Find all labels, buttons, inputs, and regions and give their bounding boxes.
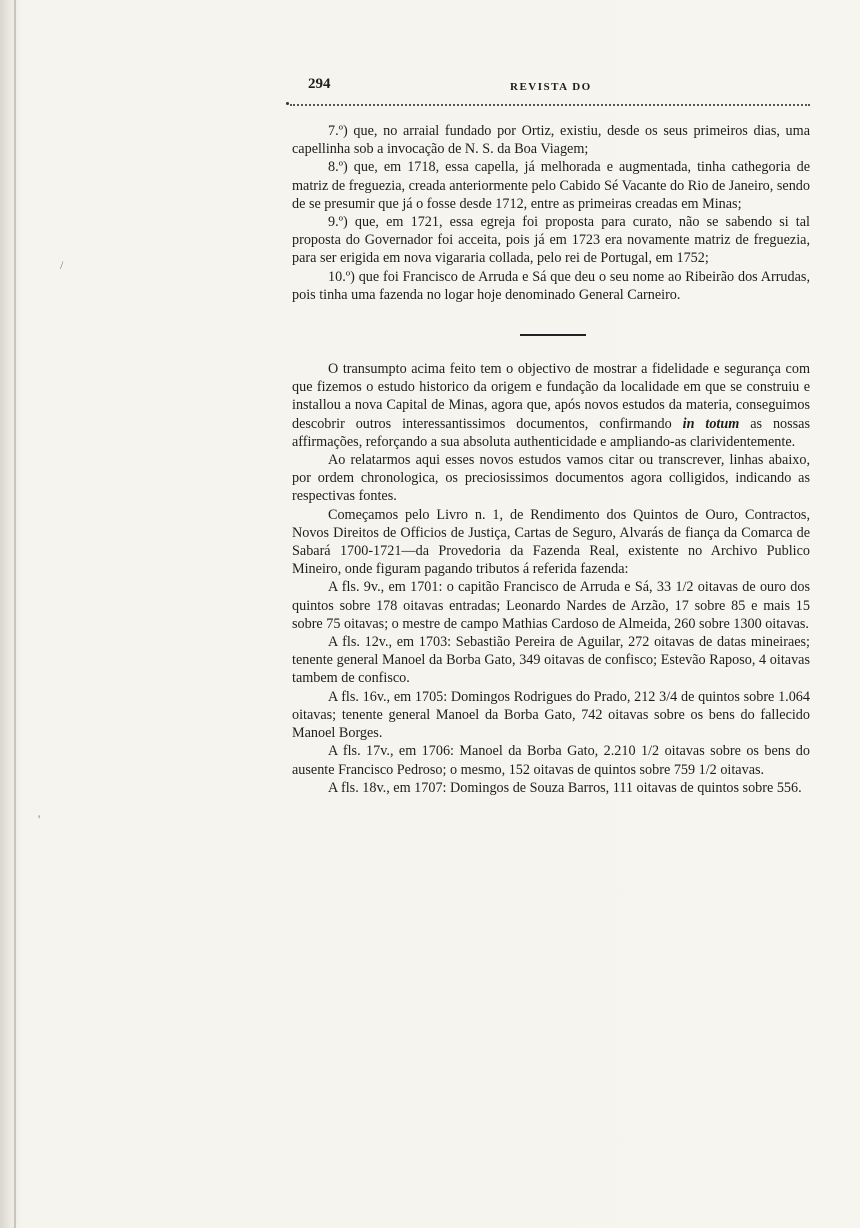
list-item: 9.º) que, em 1721, essa egreja foi proposta para curato, não se sabendo si tal proposta do Governador foi acceita, pois já em 1723 era novamente matriz de freguezia, para ser erigida em nova vigararia collada, pelo rei de Portugal, em 1752; [292, 214, 810, 267]
paragraph: A fls. 9v., em 1701: o capitão Francisco de Arruda e Sá, 33 1/2 oitavas de ouro dos quintos sobre 178 oitavas entradas; Leonardo Nardes de Arzão, 17 sobre 85 e mais 15 sobre 75 oitavas; o mestre de campo Mathias Cardoso de Almeida, 260 sobre 1300 oitavas. [292, 579, 810, 632]
paragraph: A fls. 12v., em 1703: Sebastião Pereira de Aguilar, 272 oitavas de datas mineiraes; tenente general Manoel da Borba Gato, 349 oitavas de confisco; Estevão Raposo, 4 oitavas tambem de confisco. [292, 634, 810, 687]
paragraph: A fls. 16v., em 1705: Domingos Rodrigues do Prado, 212 3/4 de quintos sobre 1.064 oitavas; tenente general Manoel da Borba Gato, 742 oitavas sobre os bens do fallecido Manoel Borges. [292, 688, 810, 742]
list-item: 7.º) que, no arraial fundado por Ortiz, existiu, desde os seus primeiros dias, uma capellinha sob a invocação de N. S. da Boa Viagem; [292, 123, 810, 158]
list-item: 10.º) que foi Francisco de Arruda e Sá que deu o seu nome ao Ribeirão dos Arrudas, pois tinha uma fazenda no logar hoje denominado General Carneiro. [292, 268, 810, 303]
section-separator [520, 334, 586, 336]
header-rule [290, 104, 810, 106]
margin-mark: / [60, 258, 64, 272]
paragraph: Ao relatarmos aqui esses novos estudos vamos citar ou transcrever, linhas abaixo, por ordem chronologica, os preciosissimos documentos agora colligidos, indicando as respectivas fontes. [292, 452, 810, 505]
paragraph: A fls. 18v., em 1707: Domingos de Souza Barros, 111 oitavas de quintos sobre 556. [328, 779, 802, 796]
binding-edge [14, 0, 16, 1228]
header-rule-dot [286, 102, 289, 105]
page-number: 294 [308, 76, 331, 92]
page-header [300, 76, 810, 100]
paragraph: Começamos pelo Livro n. 1, de Rendimento dos Quintos de Ouro, Contractos, Novos Direitos de Officios de Justiça, Cartas de Seguro, Alvarás de fiança da Comarca de Sabará 1700-1721—da Provedoria da Fazenda Real, existente no Archivo Publico Mineiro, onde figuram pagando tributos á referida fazenda: [292, 506, 810, 578]
margin-mark: ' [38, 812, 41, 826]
paragraph [292, 360, 810, 451]
running-head: REVISTA DO [510, 81, 592, 93]
paragraph-text: O transumpto acima feito tem o objectivo de mostrar a fidelidade e segurança com que fizemos o estudo historico da origem e fundação da localidade em que se construiu e installou a nova Capital de Minas, agora que, após novos estudos da materia, conseguimos descobrir outros interessantissimos documentos, confirmando [292, 361, 810, 432]
emphasis-text: in totum [682, 415, 740, 432]
paragraph-text: as nossas affirmações, reforçando a sua absoluta authenticidade e ampliando-as clarividentemente. [292, 415, 810, 450]
list-item: 8.º) que, em 1718, essa capella, já melhorada e augmentada, tinha cathegoria de matriz de freguezia, creada anteriormente pelo Cabido Sé Vacante do Rio de Janeiro, sendo de se presumir que já o fosse desde 1712, entre as primeiras creadas em Minas; [292, 159, 810, 212]
page-body [292, 122, 810, 797]
paragraph: A fls. 17v., em 1706: Manoel da Borba Gato, 2.210 1/2 oitavas sobre os bens do ausente Francisco Pedroso; o mesmo, 152 oitavas de quintos sobre 759 1/2 oitavas. [292, 743, 810, 778]
